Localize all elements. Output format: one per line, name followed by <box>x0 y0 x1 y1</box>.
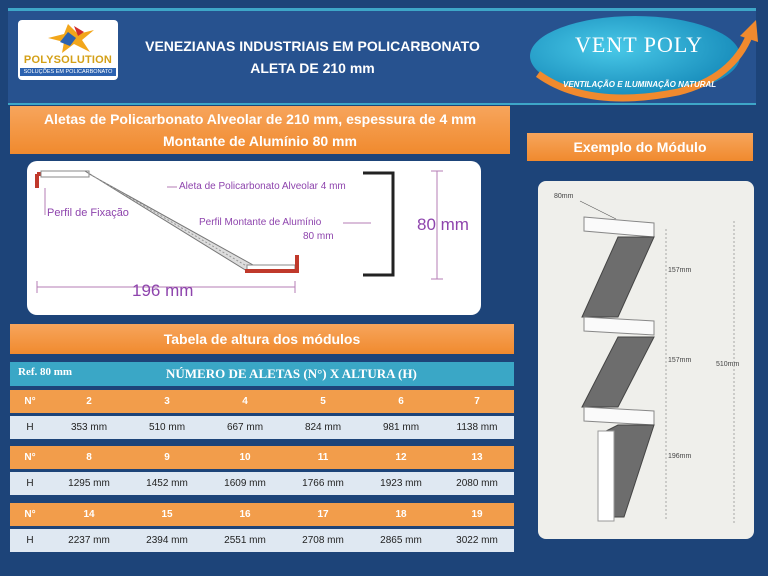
cell-height: 1923 mm <box>380 478 422 489</box>
cell-fin-count: 13 <box>471 452 483 463</box>
description-banner <box>10 106 510 154</box>
polysolution-logo <box>18 20 118 80</box>
cell-fin-count: 12 <box>395 452 407 463</box>
cell-fin-count: 10 <box>239 452 251 463</box>
label-fixing-profile: Perfil de Fixação <box>47 207 129 219</box>
cell-fin-count: 14 <box>83 509 95 520</box>
table-row-height <box>10 472 514 495</box>
cell-fin-count: 3 <box>164 396 170 407</box>
cell-fin-count: 17 <box>317 509 329 520</box>
cell-fin-count: 16 <box>239 509 251 520</box>
cell-fin-count: 11 <box>317 452 329 463</box>
module-dim-2: 157mm <box>668 357 692 364</box>
row-label-n: N° <box>24 396 36 407</box>
description-line-2: Montante de Alumínio 80 mm <box>163 133 357 149</box>
module-top-cap <box>584 217 654 237</box>
aluminium-upright-shape <box>363 173 393 275</box>
module-dim-total: 510mm <box>716 361 740 368</box>
table-section-banner: Tabela de altura dos módulos <box>10 324 514 354</box>
table-row-count <box>10 503 514 526</box>
row-label-h: H <box>26 422 34 433</box>
module-fin-upper <box>582 237 654 317</box>
row-label-h: H <box>26 535 34 546</box>
cell-height: 1452 mm <box>146 478 188 489</box>
cell-fin-count: 2 <box>86 396 92 407</box>
cell-height: 510 mm <box>148 422 186 433</box>
module-side-panel <box>598 431 614 521</box>
label-height: 80 mm <box>417 215 469 234</box>
module-drawing <box>538 181 754 539</box>
row-label-n: N° <box>24 509 36 520</box>
cell-height: 1295 mm <box>68 478 110 489</box>
module-dim-1: 157mm <box>668 267 692 274</box>
table-row-height <box>10 529 514 552</box>
cell-fin-count: 5 <box>320 396 326 407</box>
label-upright-size: 80 mm <box>303 231 334 242</box>
module-dim-3: 196mm <box>668 453 692 460</box>
label-width: 196 mm <box>132 281 194 300</box>
module-example-panel <box>538 181 754 539</box>
table-title: NÚMERO DE ALETAS (N°) X ALTURA (H) <box>166 366 417 381</box>
cell-fin-count: 15 <box>161 509 173 520</box>
table-row-count <box>10 446 514 469</box>
cell-fin-count: 19 <box>471 509 483 520</box>
cell-height: 353 mm <box>70 422 108 433</box>
row-label-h: H <box>26 478 34 489</box>
cell-height: 824 mm <box>304 422 342 433</box>
cell-fin-count: 6 <box>398 396 404 407</box>
logo-name: POLYSOLUTION <box>23 54 113 66</box>
brand-name: VENT POLY <box>575 32 704 57</box>
cell-height: 2708 mm <box>302 535 344 546</box>
cell-height: 2080 mm <box>456 478 498 489</box>
swoosh-arrow-icon <box>528 12 764 112</box>
description-line-1: Aletas de Policarbonato Alveolar de 210 mm, espessura de 4 mm <box>43 111 477 127</box>
page-subtitle: ALETA DE 210 mm <box>250 60 375 76</box>
cell-fin-count: 8 <box>86 452 92 463</box>
table-row-count <box>10 390 514 413</box>
profile-diagram <box>27 161 481 315</box>
module-mid-cap-1 <box>584 317 654 335</box>
cell-height: 3022 mm <box>456 535 498 546</box>
cell-height: 1138 mm <box>456 422 498 433</box>
cell-height: 981 mm <box>382 422 420 433</box>
module-dim-top: 80mm <box>554 193 574 200</box>
row-label-n: N° <box>24 452 36 463</box>
label-fin: Aleta de Policarbonato Alveolar 4 mm <box>179 181 346 192</box>
example-banner: Exemplo do Módulo <box>527 133 753 161</box>
cell-height: 667 mm <box>226 422 264 433</box>
cell-height: 1766 mm <box>302 478 344 489</box>
logo-star-icon <box>18 20 118 56</box>
table-row-height <box>10 416 514 439</box>
cell-height: 1609 mm <box>224 478 266 489</box>
module-mid-cap-2 <box>584 407 654 425</box>
page-title: VENEZIANAS INDUSTRIAIS EM POLICARBONATO <box>145 38 480 54</box>
cell-fin-count: 9 <box>164 452 170 463</box>
module-fin-middle <box>582 337 654 407</box>
table-ref: Ref. 80 mm <box>18 366 73 378</box>
fin-top-segment <box>41 171 89 177</box>
brand-tagline: VENTILAÇÃO E ILUMINAÇÃO NATURAL <box>563 80 717 89</box>
cell-fin-count: 18 <box>395 509 407 520</box>
cell-height: 2394 mm <box>146 535 188 546</box>
label-upright: Perfil Montante de Alumínio <box>199 217 322 228</box>
table-header <box>10 362 514 386</box>
cell-height: 2237 mm <box>68 535 110 546</box>
cell-fin-count: 4 <box>242 396 248 407</box>
cell-height: 2865 mm <box>380 535 422 546</box>
logo-tagline: SOLUÇÕES EM POLICARBONATO <box>20 68 116 76</box>
cell-height: 2551 mm <box>224 535 266 546</box>
cell-fin-count: 7 <box>474 396 480 407</box>
